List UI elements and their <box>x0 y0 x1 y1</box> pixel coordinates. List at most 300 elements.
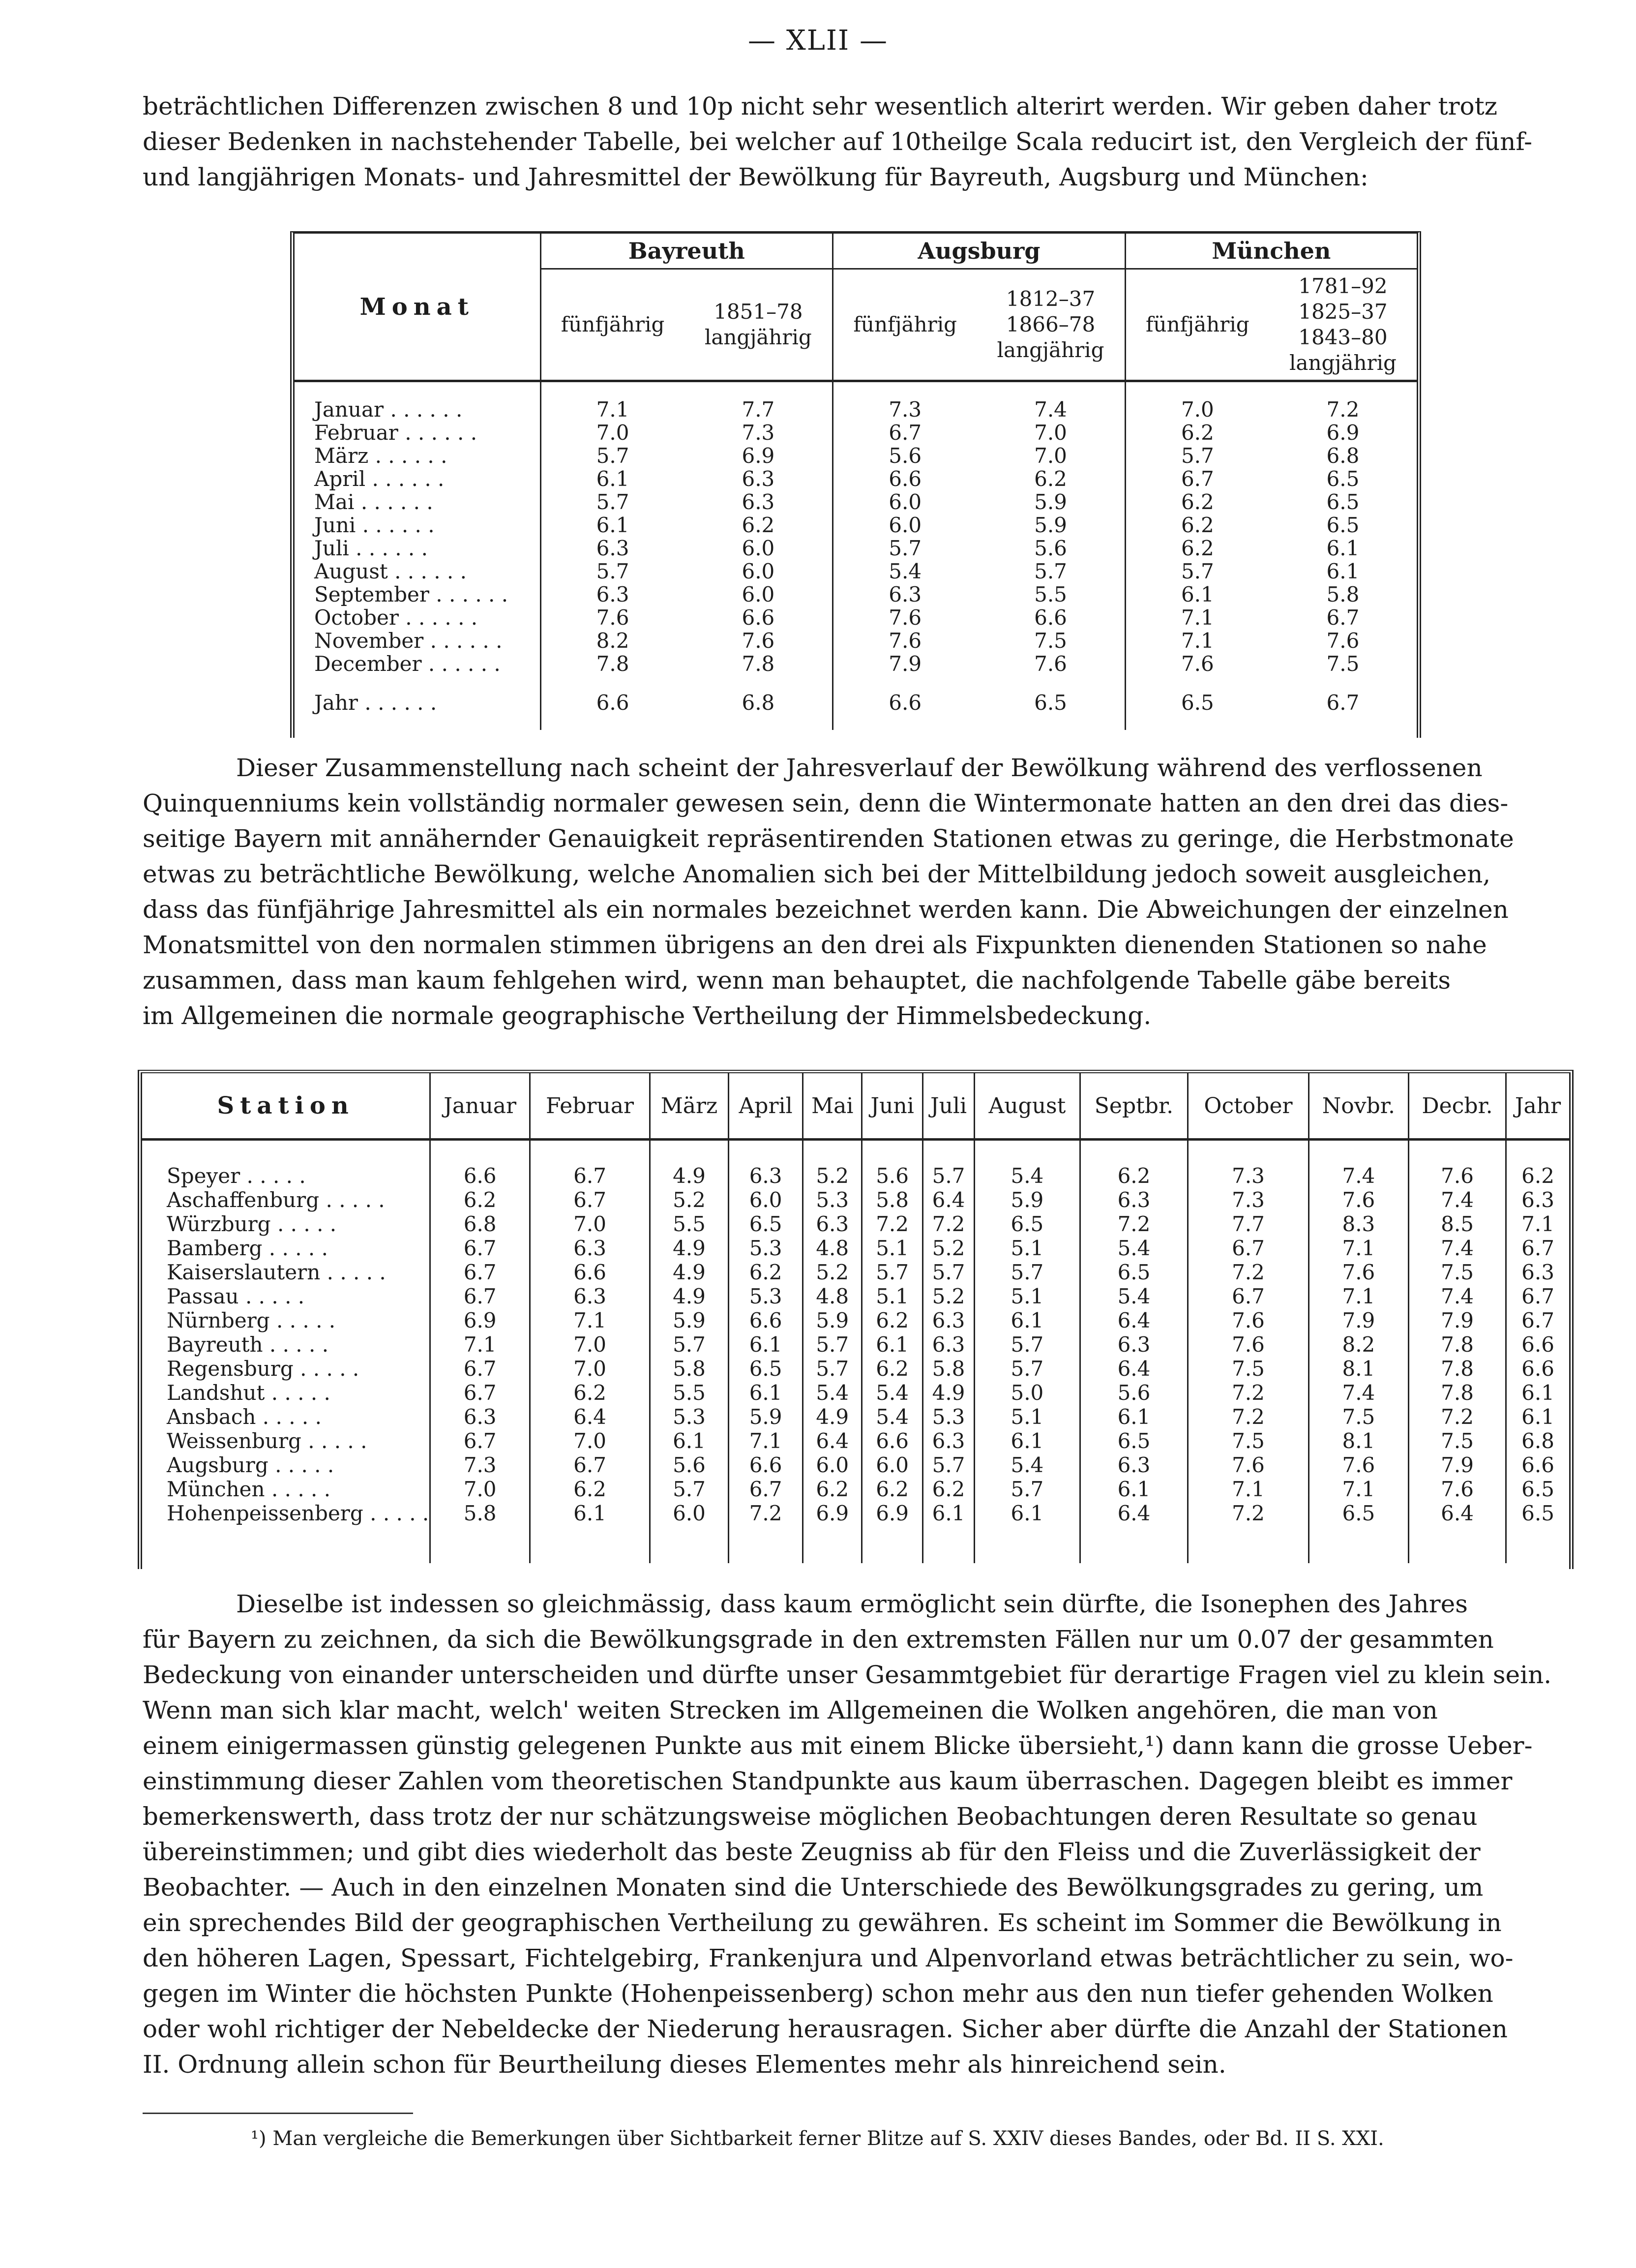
value-cell: 6.6 <box>728 1453 803 1477</box>
table-row <box>142 1188 1569 1212</box>
value-cell: 6.1 <box>540 467 684 490</box>
station-label: Passau . . . . . <box>167 1284 305 1308</box>
value-cell: 5.3 <box>728 1236 803 1260</box>
month-label: December . . . . . . <box>314 652 501 675</box>
value-cell: 6.2 <box>530 1477 650 1501</box>
value-cell: 6.3 <box>540 537 684 560</box>
month-label: September . . . . . . <box>314 583 508 606</box>
station-label: Würzburg . . . . . <box>167 1212 337 1236</box>
value-cell: 7.9 <box>1408 1308 1506 1332</box>
value-cell: 5.8 <box>862 1188 923 1212</box>
table-row <box>142 1429 1569 1453</box>
value-cell: 6.9 <box>742 444 775 468</box>
value-cell: 6.0 <box>728 1188 803 1212</box>
value-cell: 7.2 <box>1188 1405 1309 1429</box>
value-cell: 7.3 <box>1188 1188 1309 1212</box>
text-line: Wenn man sich klar macht, welch' weiten Strecken im Allgemeinen die Wolken angehören, die man von <box>143 1696 1438 1724</box>
value-cell: 7.5 <box>1309 1405 1408 1429</box>
month-label: April . . . . . . <box>314 467 445 490</box>
value-cell: 5.2 <box>650 1188 729 1212</box>
month-column-header: Jahr <box>1506 1073 1569 1140</box>
conclusion-paragraph <box>143 1586 1569 2082</box>
value-cell: 6.6 <box>530 1260 650 1284</box>
value-cell: 7.9 <box>1309 1308 1408 1332</box>
value-cell: 6.2 <box>803 1477 862 1501</box>
value-cell: 6.6 <box>862 1429 923 1453</box>
text-line: für Bayern zu zeichnen, da sich die Bewölkungsgrade in den extremsten Fällen nur um 0.07 der gesammten <box>143 1625 1494 1654</box>
value-cell: 6.7 <box>530 1188 650 1212</box>
value-cell: 7.6 <box>742 629 775 653</box>
value-cell: 7.5 <box>1188 1429 1309 1453</box>
value-cell: 6.1 <box>1080 1405 1188 1429</box>
value-cell: 7.0 <box>530 1332 650 1357</box>
table-row <box>142 1164 1569 1188</box>
value-cell: 6.3 <box>923 1308 975 1332</box>
table-row <box>295 652 1417 675</box>
value-cell: 5.6 <box>1034 536 1067 560</box>
value-cell: 7.2 <box>923 1212 975 1236</box>
value-cell: 6.6 <box>1506 1332 1569 1357</box>
value-cell: 4.8 <box>803 1236 862 1260</box>
value-cell: 7.6 <box>1408 1477 1506 1501</box>
value-cell: 7.2 <box>862 1212 923 1236</box>
value-cell: 4.9 <box>650 1284 729 1308</box>
value-cell: 6.1 <box>862 1332 923 1357</box>
value-cell: 5.7 <box>862 1260 923 1284</box>
text-line: einem einigermassen günstig gelegenen Punkte aus mit einem Blicke übersieht,¹) dann kann die grosse Ueber- <box>143 1731 1533 1760</box>
value-cell: 6.6 <box>833 691 977 714</box>
value-cell: 6.2 <box>742 513 775 537</box>
station-label: München . . . . . <box>167 1477 331 1501</box>
value-cell: 6.1 <box>540 514 684 537</box>
value-cell: 5.3 <box>803 1188 862 1212</box>
value-cell: 5.9 <box>1034 490 1067 514</box>
month-column-header: Decbr. <box>1408 1073 1506 1140</box>
value-cell: 6.6 <box>1506 1357 1569 1381</box>
value-cell: 5.9 <box>803 1308 862 1332</box>
value-cell: 7.1 <box>1506 1212 1569 1236</box>
station-label: Augsburg . . . . . <box>167 1453 334 1477</box>
value-cell: 6.3 <box>1080 1188 1188 1212</box>
text-line: den höheren Lagen, Spessart, Fichtelgebirg, Frankenjura und Alpenvorland etwas beträchtlicher zu sein, wo- <box>143 1944 1514 1972</box>
value-cell: 5.6 <box>862 1164 923 1188</box>
value-cell: 7.5 <box>1188 1357 1309 1381</box>
value-cell: 6.7 <box>530 1453 650 1477</box>
table-row <box>295 691 1417 714</box>
text-line: etwas zu beträchtliche Bewölkung, welche Anomalien sich bei der Mittelbildung jedoch soweit ausgleichen, <box>143 860 1491 888</box>
value-cell: 6.2 <box>1080 1164 1188 1188</box>
value-cell: 7.3 <box>430 1453 530 1477</box>
station-label: Aschaffenburg . . . . . <box>167 1188 385 1212</box>
value-cell: 5.2 <box>803 1164 862 1188</box>
value-cell: 7.6 <box>1309 1260 1408 1284</box>
value-cell: 6.4 <box>1408 1501 1506 1525</box>
value-cell: 5.7 <box>923 1453 975 1477</box>
value-cell: 6.2 <box>1125 514 1269 537</box>
value-cell: 6.4 <box>1080 1501 1188 1525</box>
value-cell: 7.1 <box>1309 1236 1408 1260</box>
value-cell: 5.4 <box>862 1405 923 1429</box>
value-cell: 6.5 <box>728 1212 803 1236</box>
value-cell: 7.6 <box>1034 652 1067 676</box>
table-row <box>142 1236 1569 1260</box>
value-cell: 5.1 <box>862 1236 923 1260</box>
station-label: Weissenburg . . . . . <box>167 1429 367 1453</box>
value-cell: 7.5 <box>1408 1260 1506 1284</box>
value-cell: 7.6 <box>1408 1164 1506 1188</box>
value-cell: 6.2 <box>862 1308 923 1332</box>
value-cell: 6.5 <box>1080 1429 1188 1453</box>
value-cell: 6.3 <box>530 1284 650 1308</box>
value-cell: 7.8 <box>1408 1357 1506 1381</box>
value-cell: 6.4 <box>803 1429 862 1453</box>
value-cell: 7.2 <box>1080 1212 1188 1236</box>
value-cell: 6.2 <box>1125 421 1269 444</box>
value-cell: 5.7 <box>540 560 684 583</box>
monthly-cloud-comparison-table <box>290 231 1421 738</box>
value-cell: 5.2 <box>923 1284 975 1308</box>
value-cell: 7.6 <box>1309 1453 1408 1477</box>
value-cell: 5.4 <box>975 1164 1080 1188</box>
value-cell: 7.0 <box>530 1357 650 1381</box>
table-row <box>295 583 1417 606</box>
value-cell: 6.1 <box>1326 559 1360 583</box>
month-label: Januar . . . . . . <box>314 398 463 421</box>
value-cell: 8.5 <box>1408 1212 1506 1236</box>
value-cell: 7.1 <box>728 1429 803 1453</box>
table-row <box>142 1260 1569 1284</box>
value-cell: 6.5 <box>728 1357 803 1381</box>
table-row <box>142 1405 1569 1429</box>
value-cell: 6.7 <box>430 1429 530 1453</box>
text-line: und langjährigen Monats- und Jahresmittel der Bewölkung für Bayreuth, Augsburg und München: <box>143 163 1368 191</box>
month-column-header: Septbr. <box>1080 1073 1188 1140</box>
value-cell: 4.9 <box>650 1164 729 1188</box>
value-cell: 6.5 <box>1034 691 1067 715</box>
value-cell: 5.5 <box>650 1381 729 1405</box>
value-cell: 7.1 <box>1125 606 1269 629</box>
table-row <box>142 1453 1569 1477</box>
station-column-header: Station <box>142 1073 430 1140</box>
value-cell: 7.2 <box>728 1501 803 1525</box>
month-label: März . . . . . . <box>314 444 447 467</box>
value-cell: 7.8 <box>742 652 775 676</box>
value-cell: 6.3 <box>728 1164 803 1188</box>
value-cell: 4.9 <box>803 1405 862 1429</box>
value-cell: 5.1 <box>975 1405 1080 1429</box>
value-cell: 6.6 <box>742 605 775 630</box>
value-cell: 5.7 <box>1125 444 1269 467</box>
value-cell: 6.1 <box>530 1501 650 1525</box>
value-cell: 6.9 <box>1326 421 1360 445</box>
value-cell: 6.0 <box>742 582 775 606</box>
value-cell: 7.0 <box>1125 398 1269 421</box>
value-cell: 7.9 <box>833 652 977 675</box>
table-row <box>142 1357 1569 1381</box>
value-cell: 5.7 <box>975 1357 1080 1381</box>
value-cell: 5.7 <box>1125 560 1269 583</box>
value-cell: 6.7 <box>430 1381 530 1405</box>
text-line: Beobachter. — Auch in den einzelnen Monaten sind die Unterschiede des Bewölkungsgrades zu gering, um <box>143 1873 1484 1902</box>
value-cell: 6.7 <box>530 1164 650 1188</box>
value-cell: 7.6 <box>1188 1308 1309 1332</box>
value-cell: 7.0 <box>430 1477 530 1501</box>
value-cell: 5.8 <box>650 1357 729 1381</box>
table-row <box>295 490 1417 514</box>
value-cell: 6.3 <box>923 1429 975 1453</box>
value-cell: 6.5 <box>1506 1501 1569 1525</box>
value-cell: 6.0 <box>742 536 775 560</box>
value-cell: 6.7 <box>1506 1308 1569 1332</box>
value-cell: 7.1 <box>540 398 684 421</box>
value-cell: 6.0 <box>833 514 977 537</box>
value-cell: 6.3 <box>742 467 775 491</box>
text-line: ein sprechendes Bild der geographischen Vertheilung zu gewähren. Es scheint im Sommer die Bewölkung in <box>143 1908 1502 1937</box>
table-row <box>142 1381 1569 1405</box>
subheader: fünfjährig <box>1125 269 1269 381</box>
value-cell: 7.3 <box>742 421 775 445</box>
value-cell: 6.5 <box>975 1212 1080 1236</box>
value-cell: 6.1 <box>1125 583 1269 606</box>
text-line: dass das fünfjährige Jahresmittel als ein normales bezeichnet werden kann. Die Abweichungen der einzelnen <box>143 895 1509 924</box>
value-cell: 6.1 <box>975 1308 1080 1332</box>
value-cell: 5.7 <box>975 1477 1080 1501</box>
subheader: fünfjährig <box>833 269 977 381</box>
value-cell: 8.3 <box>1309 1212 1408 1236</box>
value-cell: 6.1 <box>728 1332 803 1357</box>
subheader: fünfjährig <box>540 269 684 381</box>
value-cell: 5.4 <box>803 1381 862 1405</box>
value-cell: 7.4 <box>1408 1188 1506 1212</box>
value-cell: 6.5 <box>1326 490 1360 514</box>
value-cell: 7.9 <box>1408 1453 1506 1477</box>
value-cell: 7.4 <box>1408 1236 1506 1260</box>
month-column-header: Juli <box>923 1073 975 1140</box>
table-row <box>142 1308 1569 1332</box>
value-cell: 5.5 <box>1034 582 1067 606</box>
value-cell: 4.9 <box>650 1260 729 1284</box>
value-cell: 6.1 <box>975 1429 1080 1453</box>
value-cell: 5.3 <box>923 1405 975 1429</box>
value-cell: 5.7 <box>650 1332 729 1357</box>
station-label: Kaiserslautern . . . . . <box>167 1260 386 1284</box>
value-cell: 5.7 <box>923 1260 975 1284</box>
value-cell: 7.6 <box>833 606 977 629</box>
text-line: gegen im Winter die höchsten Punkte (Hohenpeissenberg) schon mehr aus den nun tiefer gehenden Wolken <box>143 1979 1493 2008</box>
value-cell: 6.0 <box>650 1501 729 1525</box>
value-cell: 5.9 <box>1034 513 1067 537</box>
value-cell: 6.4 <box>530 1405 650 1429</box>
analysis-paragraph <box>143 750 1569 1033</box>
value-cell: 6.1 <box>1506 1405 1569 1429</box>
value-cell: 7.4 <box>1408 1284 1506 1308</box>
value-cell: 7.5 <box>1326 652 1360 676</box>
station-label: Speyer . . . . . <box>167 1164 306 1188</box>
value-cell: 4.9 <box>650 1236 729 1260</box>
value-cell: 5.5 <box>650 1212 729 1236</box>
value-cell: 6.7 <box>728 1477 803 1501</box>
month-label: August . . . . . . <box>314 560 467 583</box>
value-cell: 6.2 <box>862 1357 923 1381</box>
value-cell: 7.6 <box>833 629 977 652</box>
value-cell: 7.0 <box>540 421 684 444</box>
table-row <box>295 629 1417 652</box>
value-cell: 8.2 <box>1309 1332 1408 1357</box>
value-cell: 6.1 <box>728 1381 803 1405</box>
month-column-header: October <box>1188 1073 1309 1140</box>
value-cell: 6.2 <box>1034 467 1067 491</box>
value-cell: 5.9 <box>975 1188 1080 1212</box>
month-label: Jahr . . . . . . <box>314 691 437 714</box>
value-cell: 5.6 <box>833 444 977 467</box>
value-cell: 5.9 <box>728 1405 803 1429</box>
value-cell: 6.2 <box>1125 490 1269 514</box>
value-cell: 6.3 <box>923 1332 975 1357</box>
value-cell: 6.7 <box>1326 691 1360 715</box>
value-cell: 5.7 <box>540 490 684 514</box>
value-cell: 6.4 <box>1080 1357 1188 1381</box>
text-line: übereinstimmen; und gibt dies wiederholt das beste Zeugniss ab für den Fleiss und die Zuverlässigkeit der <box>143 1838 1481 1866</box>
value-cell: 6.0 <box>862 1453 923 1477</box>
footnote: ¹) Man vergleiche die Bemerkungen über Sichtbarkeit ferner Blitze auf S. XXIV dieses Bandes, oder Bd. II S. XXI. <box>251 2127 1384 2150</box>
station-label: Bamberg . . . . . <box>167 1236 328 1260</box>
value-cell: 6.3 <box>1506 1260 1569 1284</box>
value-cell: 6.2 <box>530 1381 650 1405</box>
month-label: Juni . . . . . . <box>314 514 435 537</box>
value-cell: 5.3 <box>650 1405 729 1429</box>
page-number: — XLII — <box>748 25 888 57</box>
value-cell: 5.8 <box>1326 582 1360 606</box>
value-cell: 6.1 <box>1326 536 1360 560</box>
value-cell: 6.7 <box>1188 1284 1309 1308</box>
value-cell: 6.7 <box>1506 1284 1569 1308</box>
value-cell: 6.2 <box>728 1260 803 1284</box>
text-line: bemerkenswerth, dass trotz der nur schätzungsweise möglichen Beobachtungen deren Resultate so genau <box>143 1802 1478 1831</box>
value-cell: 6.3 <box>530 1236 650 1260</box>
month-column-header: Juni <box>862 1073 923 1140</box>
subheader: 1781–92 1825–37 1843–80 langjährig <box>1269 269 1417 381</box>
value-cell: 7.1 <box>530 1308 650 1332</box>
value-cell: 5.4 <box>862 1381 923 1405</box>
value-cell: 6.3 <box>540 583 684 606</box>
value-cell: 6.6 <box>1506 1453 1569 1477</box>
value-cell: 7.6 <box>1309 1188 1408 1212</box>
value-cell: 4.8 <box>803 1284 862 1308</box>
value-cell: 6.7 <box>1506 1236 1569 1260</box>
value-cell: 7.3 <box>1188 1164 1309 1188</box>
value-cell: 7.6 <box>1326 629 1360 653</box>
month-label: Februar . . . . . . <box>314 421 477 444</box>
month-column-header: April <box>728 1073 803 1140</box>
value-cell: 6.6 <box>540 691 684 714</box>
group-header-augsburg: Augsburg <box>833 234 1126 269</box>
value-cell: 5.8 <box>923 1357 975 1381</box>
value-cell: 5.7 <box>975 1260 1080 1284</box>
value-cell: 6.4 <box>923 1188 975 1212</box>
value-cell: 7.6 <box>1188 1453 1309 1477</box>
value-cell: 7.7 <box>742 397 775 422</box>
text-line: Dieselbe ist indessen so gleichmässig, dass kaum ermöglicht sein dürfte, die Isonephen des Jahres <box>236 1590 1468 1618</box>
value-cell: 6.8 <box>742 691 775 715</box>
value-cell: 6.3 <box>1506 1188 1569 1212</box>
text-line: zusammen, dass man kaum fehlgehen wird, wenn man behauptet, die nachfolgende Tabelle gäbe bereits <box>143 966 1451 995</box>
value-cell: 6.1 <box>923 1501 975 1525</box>
value-cell: 6.5 <box>1309 1501 1408 1525</box>
month-column-header: Januar <box>430 1073 530 1140</box>
value-cell: 6.9 <box>803 1501 862 1525</box>
month-column-header: Novbr. <box>1309 1073 1408 1140</box>
value-cell: 5.9 <box>650 1308 729 1332</box>
station-label: Ansbach . . . . . <box>167 1405 322 1429</box>
value-cell: 7.1 <box>430 1332 530 1357</box>
value-cell: 6.7 <box>1326 605 1360 630</box>
value-cell: 7.2 <box>1188 1260 1309 1284</box>
value-cell: 7.2 <box>1408 1405 1506 1429</box>
month-column-header: August <box>975 1073 1080 1140</box>
value-cell: 5.2 <box>803 1260 862 1284</box>
value-cell: 6.5 <box>1506 1477 1569 1501</box>
text-line: dieser Bedenken in nachstehender Tabelle, bei welcher auf 10theilge Scala reducirt ist, den Vergleich der fünf- <box>143 127 1533 156</box>
value-cell: 8.1 <box>1309 1429 1408 1453</box>
value-cell: 6.6 <box>728 1308 803 1332</box>
text-line: II. Ordnung allein schon für Beurtheilung dieses Elementes mehr als hinreichend sein. <box>143 2050 1226 2079</box>
value-cell: 7.8 <box>1408 1381 1506 1405</box>
value-cell: 7.0 <box>1034 421 1067 445</box>
table-row <box>295 514 1417 537</box>
month-column-header: März <box>650 1073 729 1140</box>
value-cell: 4.9 <box>923 1381 975 1405</box>
text-line: Monatsmittel von den normalen stimmen übrigens an den drei als Fixpunkten dienenden Stationen so nahe <box>143 931 1487 959</box>
value-cell: 6.3 <box>1080 1332 1188 1357</box>
group-header-bayreuth: Bayreuth <box>540 234 833 269</box>
value-cell: 7.4 <box>1034 397 1067 422</box>
table-row <box>295 537 1417 560</box>
value-cell: 6.1 <box>1080 1477 1188 1501</box>
value-cell: 6.7 <box>430 1236 530 1260</box>
value-cell: 6.4 <box>1080 1308 1188 1332</box>
month-column-header: Mai <box>803 1073 862 1140</box>
table-row <box>295 398 1417 421</box>
value-cell: 6.8 <box>430 1212 530 1236</box>
text-line: einstimmung dieser Zahlen vom theoretischen Standpunkte aus kaum überraschen. Dagegen bleibt es immer <box>143 1767 1513 1795</box>
value-cell: 6.3 <box>742 490 775 514</box>
value-cell: 6.7 <box>833 421 977 444</box>
intro-paragraph <box>143 89 1569 195</box>
station-label: Regensburg . . . . . <box>167 1357 359 1381</box>
value-cell: 7.0 <box>530 1212 650 1236</box>
value-cell: 6.8 <box>1326 444 1360 468</box>
value-cell: 5.7 <box>650 1477 729 1501</box>
value-cell: 6.1 <box>650 1429 729 1453</box>
value-cell: 7.6 <box>540 606 684 629</box>
table-row <box>142 1212 1569 1236</box>
value-cell: 7.6 <box>1188 1332 1309 1357</box>
footnote-divider <box>143 2113 413 2114</box>
value-cell: 6.2 <box>923 1477 975 1501</box>
value-cell: 6.2 <box>862 1477 923 1501</box>
value-cell: 6.6 <box>1034 605 1067 630</box>
value-cell: 5.6 <box>650 1453 729 1477</box>
value-cell: 5.4 <box>833 560 977 583</box>
table-row <box>295 444 1417 467</box>
subheader: 1812–37 1866–78 langjährig <box>977 269 1125 381</box>
value-cell: 6.7 <box>430 1357 530 1381</box>
value-cell: 5.0 <box>975 1381 1080 1405</box>
value-cell: 5.7 <box>975 1332 1080 1357</box>
station-cloud-table <box>138 1070 1574 1569</box>
table-row <box>295 421 1417 444</box>
station-label: Landshut . . . . . <box>167 1381 330 1405</box>
